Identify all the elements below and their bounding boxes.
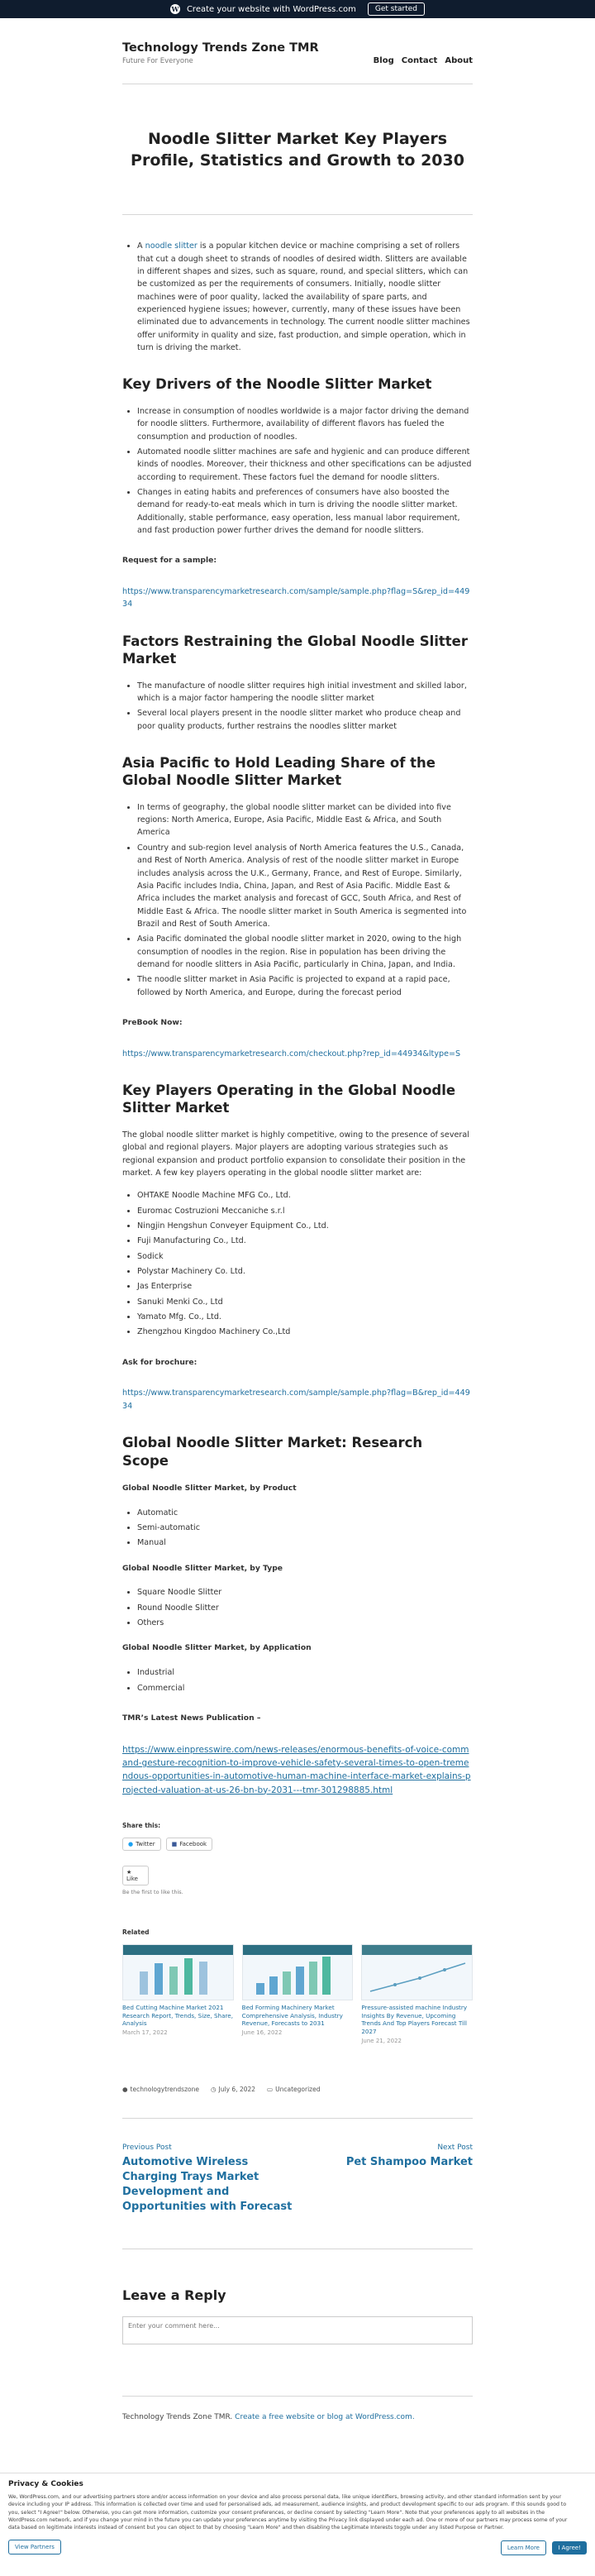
related-thumbnail[interactable] bbox=[122, 1944, 234, 2000]
folder-icon: ▭ bbox=[267, 2085, 274, 2093]
twitter-share-button[interactable] bbox=[122, 1838, 161, 1851]
list-item: • Sodick bbox=[137, 1250, 473, 1263]
nav-contact[interactable]: Contact bbox=[401, 56, 438, 65]
cookie-title: Privacy & Cookies bbox=[8, 2480, 83, 2488]
list-item: • Commercial bbox=[137, 1682, 473, 1694]
next-post-link[interactable] bbox=[307, 2143, 473, 2215]
restraints-heading: Factors Restraining the Global Noodle Slitter Market bbox=[122, 633, 469, 667]
list-item: • Automated noodle slitter machines are safe and hygienic and can produce different kinds of noodles. Moreover, their thickness and other specifications can be adjusted according to requirement. These factors fuel the demand for noodle slitters. bbox=[137, 446, 473, 484]
date-text: July 6, 2022 bbox=[218, 2085, 256, 2093]
scope-heading: Global Noodle Slitter Market: Research Scope bbox=[122, 1435, 423, 1469]
facebook-share-button[interactable] bbox=[166, 1838, 213, 1851]
list-item: • Square Noodle Slitter bbox=[137, 1586, 473, 1599]
prebook-link[interactable]: https://www.transparencymarketresearch.com/checkout.php?rep_id=44934&ltype=S bbox=[122, 1049, 461, 1059]
brochure-link[interactable]: https://www.transparencymarketresearch.com/sample/sample.php?flag=B&rep_id=44934 bbox=[122, 1388, 470, 1411]
list-item: • Increase in consumption of noodles worldwide is a major factor driving the demand for noodle slitters. Furthermore, availability of different flavors has fueled the consumption and production of noodles. bbox=[137, 405, 473, 443]
facebook-label: Facebook bbox=[179, 1840, 207, 1847]
cookie-text: We, WordPress.com, and our advertising partners store and/or access information on your device and also process personal data, like unique identifiers, browsing activity, and other standard information sent by your device including your IP address. This information is collected over time and used for personalised ads, ad measurement, audience insights, and product development specific to our ads program. If this sounds good to you, select "I Agree!" below. Otherwise, you can get more information, customize your consent preferences, or decline consent by selecting "Learn More". Note that your preferences apply to all websites in the WordPress.com network, and if you change your mind in the future you can update your preferences anytime by visiting the Privacy link displayed under each ad. One or more of our partners may process some of your data based on legitimate interests instead of consent but you can object to that by choosing "Learn More" and then disabling the Legitimate Interests toggle under any listed Purpose or Partner. bbox=[8, 2494, 568, 2531]
post-meta bbox=[122, 2086, 473, 2119]
related-section bbox=[122, 1928, 473, 2044]
user-icon: ● bbox=[122, 2085, 128, 2093]
related-title[interactable]: Bed Forming Machinery Market Comprehensive Analysis, Industry Revenue, Forecasts to 2031 bbox=[241, 2003, 343, 2028]
view-partners-button[interactable]: View Partners bbox=[8, 2540, 61, 2554]
related-card[interactable] bbox=[361, 1944, 473, 2044]
list-item: • Several local players present in the noodle slitter market who produce cheap and poor quality products, further restrains the noodles slitter market bbox=[137, 707, 473, 733]
line-graphic-icon bbox=[362, 1955, 472, 2000]
wordpress-logo-icon: W bbox=[171, 5, 179, 13]
list-item: • The manufacture of noodle slitter requires high initial investment and skilled labor, which is a major factor hampering the noodle slitter market bbox=[137, 680, 473, 705]
asia-heading: Asia Pacific to Hold Leading Share of the Global Noodle Slitter Market bbox=[122, 754, 436, 789]
list-item: • OHTAKE Noodle Machine MFG Co., Ltd. bbox=[137, 1189, 473, 1202]
like-button[interactable] bbox=[122, 1866, 149, 1885]
scope-product-label: Global Noodle Slitter Market, by Product bbox=[122, 1483, 297, 1493]
related-date: June 16, 2022 bbox=[241, 2029, 283, 2037]
article-content bbox=[122, 240, 473, 2421]
related-date: March 17, 2022 bbox=[122, 2029, 168, 2037]
noodle-slitter-link[interactable]: noodle slitter bbox=[145, 241, 198, 251]
site-header bbox=[122, 41, 473, 84]
post-date[interactable] bbox=[211, 2086, 255, 2093]
list-item: • Automatic bbox=[137, 1507, 473, 1519]
drivers-list bbox=[122, 405, 473, 537]
site-tagline: Future For Everyone bbox=[122, 57, 193, 65]
sample-link[interactable]: https://www.transparencymarketresearch.com/sample/sample.php?flag=S&rep_id=44934 bbox=[122, 586, 470, 609]
wp-top-bar bbox=[0, 0, 595, 18]
list-item: • Changes in eating habits and preferences of consumers have also boosted the demand for ready-to-eat meals which in turn is driving the noodle slitter market. Additionally, stable performance, easy operation, less manual labor requirement, and fast production power further drives the demand for noodle slitters. bbox=[137, 486, 473, 537]
related-card[interactable] bbox=[242, 1944, 354, 2044]
scope-app-label: Global Noodle Slitter Market, by Application bbox=[122, 1643, 312, 1653]
like-first-text: Be the first to like this. bbox=[122, 1888, 183, 1895]
application-list bbox=[122, 1666, 473, 1694]
related-date: June 21, 2022 bbox=[361, 2037, 402, 2044]
list-item: • Ningjin Hengshun Conveyer Equipment Co., Ltd. bbox=[137, 1220, 473, 1232]
cookie-banner bbox=[0, 2473, 595, 2576]
intro-prefix: A bbox=[137, 241, 145, 251]
main-nav bbox=[374, 56, 473, 65]
type-list bbox=[122, 1586, 473, 1629]
related-title[interactable]: Bed Cutting Machine Market 2021 Research Report, Trends, Size, Share, Analysis bbox=[122, 2003, 233, 2028]
category-text: Uncategorized bbox=[275, 2085, 321, 2093]
nav-about[interactable]: About bbox=[445, 56, 473, 65]
list-item: • Polystar Machinery Co. Ltd. bbox=[137, 1265, 473, 1278]
list-item: • The noodle slitter market in Asia Pacific is projected to expand at a rapid pace, followed by North America, and Europe, during the forecast period bbox=[137, 973, 473, 999]
twitter-label: Twitter bbox=[136, 1840, 155, 1847]
related-title[interactable]: Pressure-assisted machine Industry Insights By Revenue, Upcoming Trends And Top Players Forecast Till 2027 bbox=[361, 2003, 468, 2036]
related-thumbnail[interactable] bbox=[361, 1944, 473, 2000]
list-item: • Zhengzhou Kingdoo Machinery Co.,Ltd bbox=[137, 1326, 473, 1338]
list-item: • In terms of geography, the global noodle slitter market can be divided into five regions: North America, Europe, Asia Pacific, Middle East & Africa, and South America bbox=[137, 801, 473, 839]
brochure-label: Ask for brochure: bbox=[122, 1357, 198, 1367]
prebook-label: PreBook Now: bbox=[122, 1017, 183, 1027]
nav-blog[interactable]: Blog bbox=[373, 56, 394, 65]
twitter-icon: ● bbox=[128, 1840, 134, 1847]
wp-bar-text[interactable]: Create your website with WordPress.com bbox=[186, 4, 356, 14]
share-label: Share this: bbox=[122, 1821, 161, 1829]
learn-more-button[interactable]: Learn More bbox=[501, 2540, 546, 2555]
scope-type-label: Global Noodle Slitter Market, by Type bbox=[122, 1563, 283, 1573]
list-item: • Manual bbox=[137, 1537, 473, 1549]
post-category[interactable] bbox=[267, 2086, 320, 2093]
list-item: • Fuji Manufacturing Co., Ltd. bbox=[137, 1235, 473, 1247]
news-link[interactable]: https://www.einpresswire.com/news-releases/enormous-benefits-of-voice-command-gesture-recognition-to-improve-vehicle-safety-several-times-to-open-tremendous-opportunities-in-automotive-human-machine-interface-market-explains-projected-valuation-at-us-26-bn-by-2031---tmr-301298885.html bbox=[122, 1744, 471, 1795]
list-item: • Asia Pacific dominated the global noodle slitter market in 2020, owing to the high consumption of noodles in the region. Rise in population has been driving the demand for noodle slitters in Asia Pacific, particularly in China, Japan, and India. bbox=[137, 933, 473, 971]
footer-site-name[interactable]: Technology Trends Zone TMR. bbox=[122, 2412, 233, 2421]
post-author[interactable] bbox=[122, 2086, 199, 2093]
footer-credit-link[interactable]: Create a free website or blog at WordPress.com. bbox=[235, 2412, 415, 2421]
article-title: Noodle Slitter Market Key Players Profile, Statistics and Growth to 2030 bbox=[122, 129, 473, 215]
next-post-label: Next Post bbox=[437, 2143, 473, 2152]
list-item: • Sanuki Menki Co., Ltd bbox=[137, 1296, 473, 1308]
related-label: Related bbox=[122, 1928, 150, 1936]
list-item: • Yamato Mfg. Co., Ltd. bbox=[137, 1311, 473, 1323]
star-icon: ★ bbox=[126, 1868, 132, 1876]
previous-post-link[interactable] bbox=[122, 2143, 296, 2215]
sample-label: Request for a sample: bbox=[122, 556, 217, 566]
next-post-title[interactable]: Pet Shampoo Market bbox=[345, 2155, 473, 2168]
like-section bbox=[122, 1866, 473, 1895]
author-name: technologytrendszone bbox=[130, 2085, 199, 2093]
previous-post-label: Previous Post bbox=[122, 2143, 172, 2152]
agree-button[interactable]: I Agree! bbox=[552, 2541, 587, 2554]
clock-icon: ◷ bbox=[210, 2085, 217, 2093]
list-item: • Semi-automatic bbox=[137, 1522, 473, 1534]
asia-list bbox=[122, 801, 473, 999]
players-heading: Key Players Operating in the Global Noodle Slitter Market bbox=[122, 1082, 456, 1116]
news-label: TMR’s Latest News Publication – bbox=[122, 1713, 261, 1723]
list-item: • Round Noodle Slitter bbox=[137, 1602, 473, 1614]
site-title[interactable]: Technology Trends Zone TMR bbox=[122, 41, 319, 55]
reply-heading: Leave a Reply bbox=[122, 2287, 226, 2303]
drivers-heading: Key Drivers of the Noodle Slitter Market bbox=[122, 376, 432, 393]
reply-section bbox=[122, 2287, 473, 2344]
product-list bbox=[122, 1507, 473, 1550]
list-item: • Industrial bbox=[137, 1666, 473, 1679]
intro-text: is a popular kitchen device or machine comprising a set of rollers that cut a dough sheet to strands of noodles of desired width. Slitters are available in different shapes and sizes, such as square, round, and special slitters, which can be customized as per the requirements of consumers. Initially, noodle slitter machines were of poor quality, lacked the availability of spare parts, and experienced hygiene issues; however, currently, many of these issues have been eliminated due to advancements in technology. The current noodle slitter machines offer uniformity in quality and size, fast production, and simple operation, which in turn is driving the market. bbox=[137, 241, 470, 353]
intro-paragraph bbox=[137, 240, 473, 354]
related-thumbnail[interactable] bbox=[242, 1944, 354, 2000]
players-list bbox=[122, 1189, 473, 1338]
post-navigation bbox=[122, 2143, 473, 2249]
share-section bbox=[122, 1822, 473, 1851]
players-paragraph: The global noodle slitter market is highly competitive, owing to the presence of several global and regional players. Major players are adopting various strategies such as regional expansion and product portfolio expansion to consolidate their position in the market. A few key players operating in the global noodle slitter market are: bbox=[122, 1130, 469, 1178]
list-item: • Country and sub-region level analysis of North America features the U.S., Canada, and Rest of North America. Analysis of rest of the noodle slitter market in Europe includes analysis across the U.K., Germany, France, and Rest of Europe. Similarly, Asia Pacific includes India, China, Japan, and Rest of Asia Pacific. Middle East & Africa includes the market analysis and forecast of GCC, South Africa, and Rest of Middle East & Africa. The noodle slitter market in South America is segmented into Brazil and Rest of South America. bbox=[137, 842, 473, 930]
list-item: • Jas Enterprise bbox=[137, 1280, 473, 1293]
get-started-button[interactable]: Get started bbox=[368, 2, 425, 16]
previous-post-title[interactable]: Automotive Wireless Charging Trays Market Development and Opportunities with Forecast bbox=[122, 2155, 293, 2214]
facebook-icon: ■ bbox=[171, 1840, 178, 1847]
like-label: Like bbox=[126, 1875, 138, 1882]
list-item: • Others bbox=[137, 1617, 473, 1629]
list-item: • Euromac Costruzioni Meccaniche s.r.l bbox=[137, 1205, 473, 1217]
intro-list bbox=[122, 240, 473, 354]
comment-input[interactable]: Enter your comment here... bbox=[122, 2316, 473, 2344]
related-card[interactable] bbox=[122, 1944, 234, 2044]
restraints-list bbox=[122, 680, 473, 733]
site-footer bbox=[122, 2396, 473, 2421]
